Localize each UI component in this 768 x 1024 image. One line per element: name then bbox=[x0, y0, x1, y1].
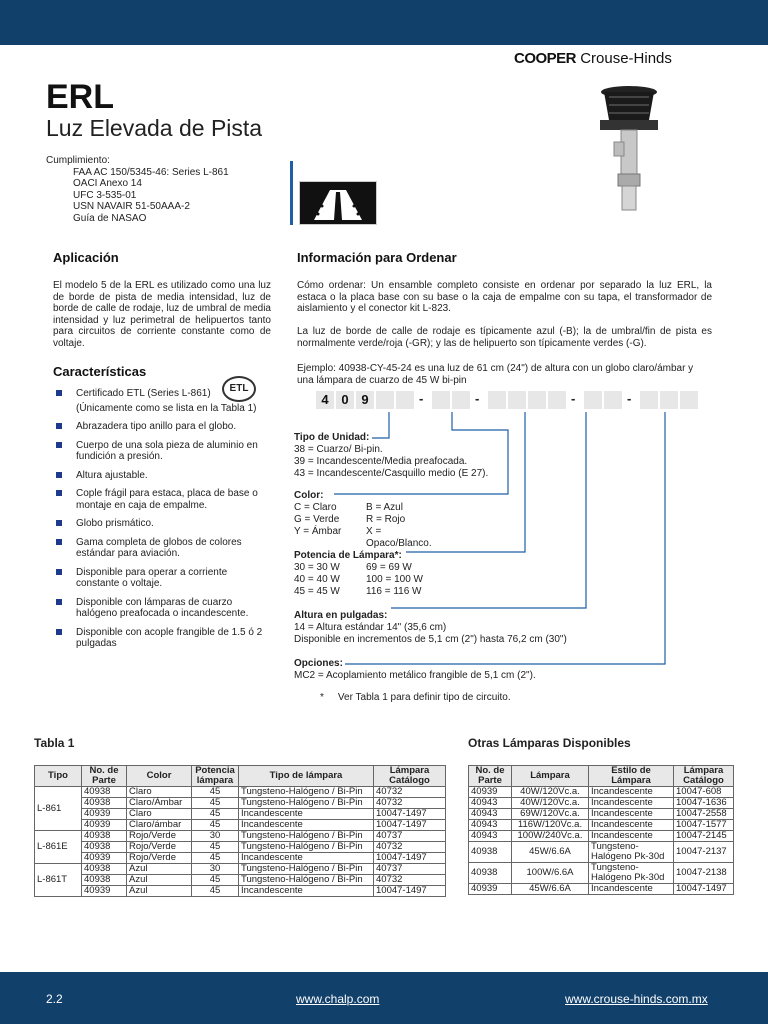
table-cell: 40943 bbox=[469, 820, 512, 831]
code-separator: - bbox=[475, 391, 480, 406]
compliance-item: USN NAVAIR 51-50AAA-2 bbox=[73, 201, 190, 212]
table-cell: 10047-608 bbox=[674, 787, 734, 798]
table-cell: 40732 bbox=[374, 798, 446, 809]
table-cell: 30 bbox=[192, 864, 239, 875]
table-cell: Incandescente bbox=[589, 798, 674, 809]
table-cell: 45 bbox=[192, 820, 239, 831]
table-cell: 116W/120Vc.a. bbox=[512, 820, 589, 831]
table-cell: Tungsteno-Halógeno / Bi-Pin bbox=[239, 864, 374, 875]
table1-title: Tabla 1 bbox=[34, 736, 75, 750]
table-cell: Incandescente bbox=[239, 820, 374, 831]
page-title: ERL bbox=[46, 78, 114, 116]
table-cell: 40938 bbox=[82, 842, 127, 853]
height-group: Altura en pulgadas: 14 = Altura estándar 14" (35,6 cm) Disponible en incrementos de 5,1 cm (2") hasta 76,2 cm (30") bbox=[294, 610, 567, 645]
code-digit: 4 bbox=[316, 391, 334, 409]
code-digit: 0 bbox=[336, 391, 354, 409]
table-cell: 40737 bbox=[374, 831, 446, 842]
list-item: Gama completa de globos de colores estándar para aviación. bbox=[56, 537, 271, 560]
table-cell: 40939 bbox=[82, 809, 127, 820]
table-cell: 10047-1497 bbox=[374, 853, 446, 864]
compliance-item: OACI Anexo 14 bbox=[73, 178, 142, 189]
color-group: Color: C = Claro G = Verde Y = Ámbar B = Azul R = Rojo X = Opaco/Blanco. bbox=[294, 490, 438, 550]
etl-certification-mark: ETL bbox=[222, 376, 256, 402]
table-cell: 10047-2558 bbox=[674, 809, 734, 820]
table-row bbox=[35, 798, 446, 809]
table1 bbox=[34, 765, 446, 897]
list-item: Globo prismático. bbox=[56, 518, 271, 530]
crouse-hinds-link[interactable]: www.crouse-hinds.com.mx bbox=[565, 992, 708, 1006]
table-row bbox=[35, 875, 446, 886]
page-subtitle: Luz Elevada de Pista bbox=[46, 115, 263, 141]
table-cell: Incandescente bbox=[589, 809, 674, 820]
chalp-link[interactable]: www.chalp.com bbox=[296, 992, 380, 1006]
table-row bbox=[35, 886, 446, 897]
table-cell: 45 bbox=[192, 787, 239, 798]
table-cell: 45 bbox=[192, 842, 239, 853]
table-row bbox=[469, 863, 734, 884]
table-row bbox=[35, 853, 446, 864]
ordering-example: Ejemplo: 40938-CY-45-24 es una luz de 61 cm (24") de altura con un globo claro/ámbar y una lámpara de cuarzo de 45 W bi-pin bbox=[297, 363, 694, 386]
color-heading: Color: bbox=[294, 490, 324, 501]
table-cell: 40938 bbox=[82, 864, 127, 875]
table-row bbox=[35, 864, 446, 875]
table-cell: 45 bbox=[192, 798, 239, 809]
table-cell: Tungsteno-Halógeno / Bi-Pin bbox=[239, 831, 374, 842]
table-cell: Incandescente bbox=[589, 787, 674, 798]
table-cell: 40938 bbox=[82, 798, 127, 809]
table-cell: 45 bbox=[192, 875, 239, 886]
table-row bbox=[469, 787, 734, 798]
table-cell: 10047-2138 bbox=[674, 863, 734, 884]
power-group: Potencia de Lámpara*: 30 = 30 W 40 = 40 W 45 = 45 W 69 = 69 W 100 = 100 W 116 = 116 W bbox=[294, 550, 438, 598]
table-cell: Tungsteno-Halógeno / Bi-Pin bbox=[239, 842, 374, 853]
table-cell: 10047-1497 bbox=[374, 820, 446, 831]
table-cell: Rojo/Verde bbox=[127, 853, 192, 864]
table-cell: 40732 bbox=[374, 787, 446, 798]
options-heading: Opciones: bbox=[294, 658, 343, 669]
table-cell: 45 bbox=[192, 809, 239, 820]
table-cell: 30 bbox=[192, 831, 239, 842]
table-header-row: Tipo No. de Parte Color Potencia lámpara Tipo de lámpara Lámpara Catálogo bbox=[35, 766, 446, 787]
list-item: Disponible con acople frangible de 1.5 ó 2 pulgadas bbox=[56, 627, 271, 650]
table-cell: Tungsteno-Halógeno / Bi-Pin bbox=[239, 798, 374, 809]
table-row bbox=[469, 831, 734, 842]
table-cell: 40732 bbox=[374, 875, 446, 886]
table-cell: 10047-1577 bbox=[674, 820, 734, 831]
table-cell: 40938 bbox=[82, 831, 127, 842]
code-digit: 9 bbox=[356, 391, 374, 409]
table-cell: 45 bbox=[192, 853, 239, 864]
compliance-item: UFC 3-535-01 bbox=[73, 189, 137, 201]
table-cell: Incandescente bbox=[239, 853, 374, 864]
table-cell: 40939 bbox=[469, 884, 512, 895]
table-cell: 40943 bbox=[469, 798, 512, 809]
table-cell: Azul bbox=[127, 886, 192, 897]
table-cell: 40939 bbox=[82, 820, 127, 831]
table-row bbox=[35, 820, 446, 831]
table-cell: Incandescente bbox=[239, 809, 374, 820]
table-cell: Incandescente bbox=[589, 884, 674, 895]
table-cell: Azul bbox=[127, 875, 192, 886]
table-cell: Incandescente bbox=[589, 820, 674, 831]
table-cell: L-861T bbox=[35, 864, 82, 897]
table-cell: Rojo/Verde bbox=[127, 831, 192, 842]
page-number: 2.2 bbox=[46, 992, 63, 1006]
list-item: Abrazadera tipo anillo para el globo. bbox=[56, 421, 271, 433]
unit-type-heading: Tipo de Unidad: bbox=[294, 432, 370, 443]
table-cell: 45W/6.6A bbox=[512, 884, 589, 895]
table-row bbox=[469, 809, 734, 820]
table-cell: 40938 bbox=[82, 787, 127, 798]
table-cell: 100W/6.6A bbox=[512, 863, 589, 884]
footer-bar bbox=[0, 972, 768, 1024]
table-cell: 40737 bbox=[374, 864, 446, 875]
table-cell: 10047-2145 bbox=[674, 831, 734, 842]
table-cell: Rojo/Verde bbox=[127, 842, 192, 853]
table-cell: 40943 bbox=[469, 831, 512, 842]
table-cell: Claro bbox=[127, 787, 192, 798]
options-group: Opciones: MC2 = Acoplamiento metálico frangible de 5,1 cm (2"). bbox=[294, 658, 536, 681]
table-cell: 40732 bbox=[374, 842, 446, 853]
table-cell: Claro bbox=[127, 809, 192, 820]
table-cell: 40939 bbox=[469, 787, 512, 798]
table-row bbox=[469, 820, 734, 831]
power-heading: Potencia de Lámpara*: bbox=[294, 550, 402, 561]
table-cell: Tungsteno-Halógeno Pk-30d bbox=[589, 863, 674, 884]
table-cell: 40938 bbox=[469, 863, 512, 884]
table-cell: 10047-2137 bbox=[674, 842, 734, 863]
application-heading: Aplicación bbox=[53, 250, 119, 265]
list-item: Cople frágil para estaca, placa de base o montaje en caja de empalme. bbox=[56, 488, 271, 511]
table-cell: Incandescente bbox=[589, 831, 674, 842]
compliance-item: FAA AC 150/5345-46: Series L-861 bbox=[73, 166, 229, 178]
ordering-note: La luz de borde de calle de rodaje es típicamente azul (-B); la de umbral/fin de pista es normalmente verde/roja (-GR); y las de helipuerto son típicamente verdes (-G). bbox=[297, 326, 712, 349]
other-lamps-table bbox=[468, 765, 734, 895]
table-row bbox=[35, 787, 446, 798]
table-cell: 45 bbox=[192, 886, 239, 897]
list-item: Certificado ETL (Series L-861) bbox=[56, 388, 271, 400]
table-row bbox=[469, 798, 734, 809]
table-cell: Tungsteno-Halógeno Pk-30d bbox=[589, 842, 674, 863]
table-cell: 40939 bbox=[82, 886, 127, 897]
table-cell: Claro/ámbar bbox=[127, 820, 192, 831]
brand-logo: COOPER Crouse-Hinds bbox=[514, 50, 672, 67]
list-item: Altura ajustable. bbox=[56, 470, 271, 482]
table-cell: 10047-1497 bbox=[374, 886, 446, 897]
table-cell: 40943 bbox=[469, 809, 512, 820]
table-cell: 40W/120Vc.a. bbox=[512, 787, 589, 798]
table-cell: Incandescente bbox=[239, 886, 374, 897]
table-cell: 69W/120Vc.a. bbox=[512, 809, 589, 820]
table-row bbox=[469, 842, 734, 863]
table-cell: 40938 bbox=[82, 875, 127, 886]
footnote: * Ver Tabla 1 para definir tipo de circuito. bbox=[320, 692, 511, 703]
list-item: (Únicamente como se lista en la Tabla 1) bbox=[76, 402, 257, 414]
ordering-text: Cómo ordenar: Un ensamble completo consiste en ordenar por separado la luz ERL, la estaca o la placa base con su base o la caja de empalme con su tapa, el transformador de aislamiento y el conector kit L-823. bbox=[297, 280, 712, 314]
table-cell: 100W/240Vc.a. bbox=[512, 831, 589, 842]
application-text: El modelo 5 de la ERL es utilizado como una luz de borde de pista de media intensidad, luz de borde de calle de rodaje, luz de umbral de media intensidad y luz perimetral de helipuertos tanto para circuitos de corriente constante como de voltaje. bbox=[53, 280, 271, 349]
list-item: Disponible con lámparas de cuarzo halógeno preafocada o incandescente. bbox=[56, 597, 271, 620]
table-row bbox=[469, 884, 734, 895]
code-separator: - bbox=[571, 391, 576, 406]
code-separator: - bbox=[627, 391, 632, 406]
table-cell: Claro/Ámbar bbox=[127, 798, 192, 809]
table-row bbox=[35, 809, 446, 820]
table-cell: Tungsteno-Halógeno / Bi-Pin bbox=[239, 787, 374, 798]
table-cell: Tungsteno-Halógeno / Bi-Pin bbox=[239, 875, 374, 886]
features-heading: Características bbox=[53, 364, 147, 379]
table-cell: 10047-1497 bbox=[674, 884, 734, 895]
table-row bbox=[35, 842, 446, 853]
table-cell: 10047-1497 bbox=[374, 809, 446, 820]
code-separator: - bbox=[419, 391, 424, 406]
table-cell: 10047-1636 bbox=[674, 798, 734, 809]
table-cell: 40W/120Vc.a. bbox=[512, 798, 589, 809]
compliance-label: Cumplimiento: bbox=[46, 155, 110, 166]
height-heading: Altura en pulgadas: bbox=[294, 610, 388, 621]
table-header-row: No. de Parte Lámpara Estilo de Lámpara Lámpara Catálogo bbox=[469, 766, 734, 787]
ordering-heading: Información para Ordenar bbox=[297, 250, 457, 265]
compliance-item: Guía de NASAO bbox=[73, 212, 147, 224]
table-cell: L-861E bbox=[35, 831, 82, 864]
list-item: Cuerpo de una sola pieza de aluminio en fundición a presión. bbox=[56, 440, 271, 463]
table-cell: L-861 bbox=[35, 787, 82, 831]
table-cell: Azul bbox=[127, 864, 192, 875]
table-cell: 45W/6.6A bbox=[512, 842, 589, 863]
table-row bbox=[35, 831, 446, 842]
unit-type-group: Tipo de Unidad: 38 = Cuarzo/ Bi-pin. 39 = Incandescente/Media preafocada. 43 = Incandescente/Casquillo medio (E 27). bbox=[294, 432, 489, 479]
list-item: Disponible para operar a corriente constante o voltaje. bbox=[56, 567, 271, 590]
table-cell: 40939 bbox=[82, 853, 127, 864]
other-lamps-title: Otras Lámparas Disponibles bbox=[468, 736, 631, 750]
table-cell: 40938 bbox=[469, 842, 512, 863]
